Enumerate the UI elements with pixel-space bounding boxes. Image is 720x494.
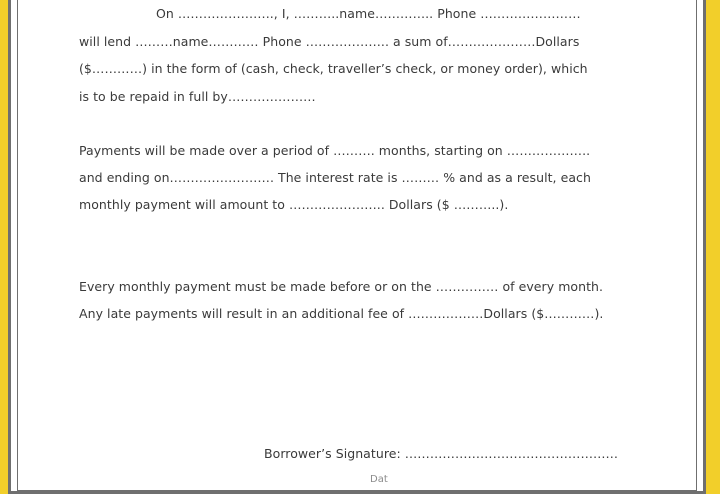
- text-line-monthly-amount: monthly payment will amount to ………………….. Dollars ($ ………..).: [79, 197, 509, 212]
- text-line-lender: will lend ………name………… Phone ……………….. a sum of…………………Dollars: [79, 34, 580, 49]
- text-line-payment-form: ($…………) in the form of (cash, check, traveller’s check, or money order), which: [79, 61, 588, 76]
- text-line-interest: and ending on……………………. The interest rate is ……… % and as a result, each: [79, 170, 591, 185]
- text-line-due-day: Every monthly payment must be made before or on the …………… of every month.: [79, 279, 604, 294]
- cut-off-date-label: Dat: [370, 474, 388, 485]
- text-line-date-parties: On ………………….., I, ………..name………….. Phone ……………………: [156, 6, 581, 21]
- text-line-late-fee: Any late payments will result in an additional fee of ………………Dollars ($…………).: [79, 306, 604, 321]
- borrower-signature-line: Borrower’s Signature: ……………………………………………: [264, 446, 619, 461]
- text-line-repay-by: is to be repaid in full by…………………: [79, 89, 316, 104]
- text-line-period: Payments will be made over a period of ………. months, starting on ………………..: [79, 143, 591, 158]
